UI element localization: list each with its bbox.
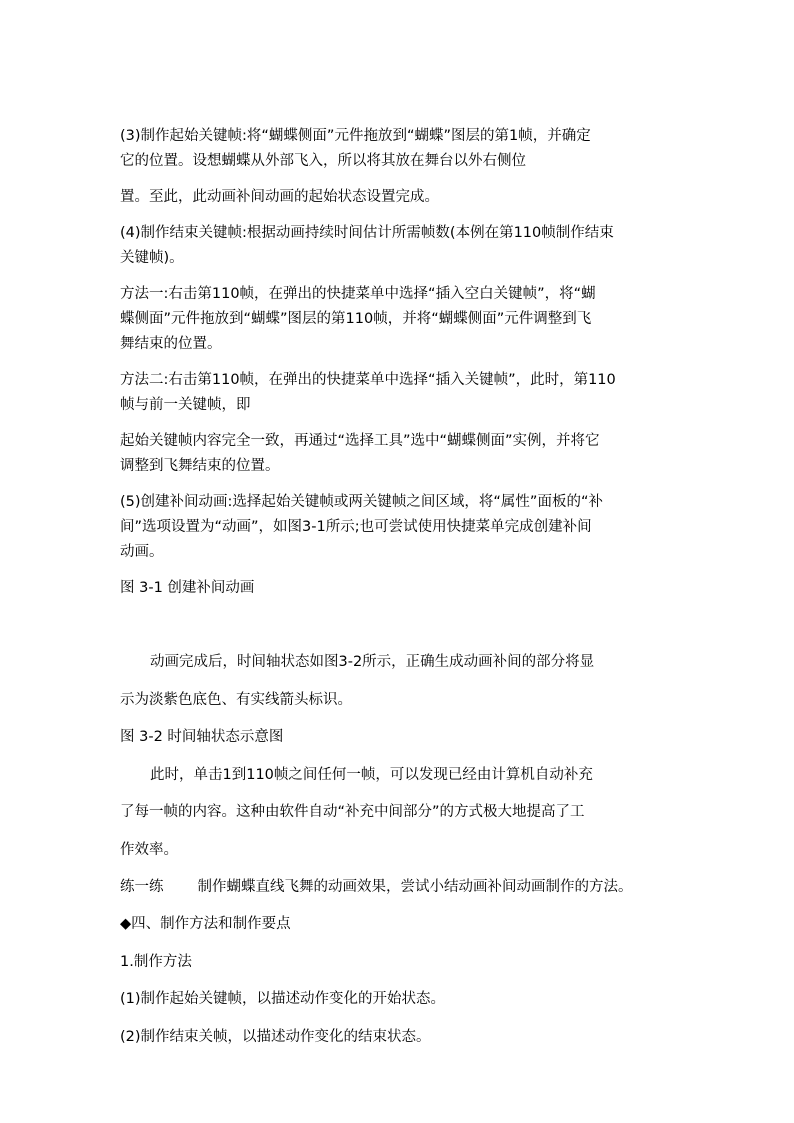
paragraph-after-line1: 动画完成后，时间轴状态如图3-2所示，正确生成动画补间的部分将显 <box>150 654 595 670</box>
paragraph-step5-line3: 动画。 <box>120 544 164 560</box>
paragraph-after-line2: 示为淡紫色底色、有实线箭头标识。 <box>120 692 352 708</box>
paragraph-method2-line4: 调整到飞舞结束的位置。 <box>120 458 280 474</box>
paragraph-now-line3: 作效率。 <box>120 842 178 858</box>
paragraph-step3-line3: 置。至此，此动画补间动画的起始状态设置完成。 <box>120 189 439 205</box>
paragraph-step3-line1: (3)制作起始关键帧:将“蝴蝶侧面”元件拖放到“蝴蝶”图层的第1帧，并确定 <box>120 128 591 144</box>
figure-3-2-caption: 图 3-2 时间轴状态示意图 <box>120 729 284 745</box>
practice-paragraph <box>120 877 680 897</box>
paragraph-now-line2: 了每一帧的内容。这种由软件自动“补充中间部分”的方式极大地提高了工 <box>120 804 585 820</box>
subheading-methods: 1.制作方法 <box>120 954 192 970</box>
paragraph-method1-line3: 舞结束的位置。 <box>120 336 222 352</box>
practice-text: 制作蝴蝶直线飞舞的动画效果，尝试小结动画补间动画制作的方法。 <box>197 879 633 895</box>
paragraph-step3-line2: 它的位置。设想蝴蝶从外部飞入，所以将其放在舞台以外右侧位 <box>120 153 526 169</box>
paragraph-now-line1: 此时，单击1到110帧之间任何一帧，可以发现已经由计算机自动补充 <box>150 767 593 783</box>
paragraph-method1-line1: 方法一:右击第110帧，在弹出的快捷菜单中选择“插入空白关键帧”，将“蝴 <box>120 286 596 302</box>
paragraph-method2-line1: 方法二:右击第110帧，在弹出的快捷菜单中选择“插入关键帧”，此时，第110 <box>120 372 616 388</box>
paragraph-step4-line2: 关键帧)。 <box>120 250 184 266</box>
practice-label: 练一练 <box>120 879 164 895</box>
paragraph-step4-line1: (4)制作结束关键帧:根据动画持续时间估计所需帧数(本例在第110帧制作结束 <box>120 225 614 241</box>
section-heading-methods: ◆四、制作方法和制作要点 <box>120 916 291 932</box>
paragraph-step5-line1: (5)创建补间动画:选择起始关键帧或两关键帧之间区域，将“属性”面板的“补 <box>120 494 603 510</box>
paragraph-method2-line3: 起始关键帧内容完全一致，再通过“选择工具”选中“蝴蝶侧面”实例，并将它 <box>120 433 600 449</box>
method-step-1: (1)制作起始关键帧，以描述动作变化的开始状态。 <box>120 991 446 1007</box>
paragraph-step5-line2: 间”选项设置为“动画”，如图3-1所示;也可尝试使用快捷菜单完成创建补间 <box>120 519 592 535</box>
method-step-2: (2)制作结束关帧，以描述动作变化的结束状态。 <box>120 1029 431 1045</box>
figure-3-1-caption: 图 3-1 创建补间动画 <box>120 580 255 596</box>
paragraph-method1-line2: 蝶侧面”元件拖放到“蝴蝶”图层的第110帧，并将“蝴蝶侧面”元件调整到飞 <box>120 311 592 327</box>
paragraph-method2-line2: 帧与前一关键帧，即 <box>120 397 251 413</box>
